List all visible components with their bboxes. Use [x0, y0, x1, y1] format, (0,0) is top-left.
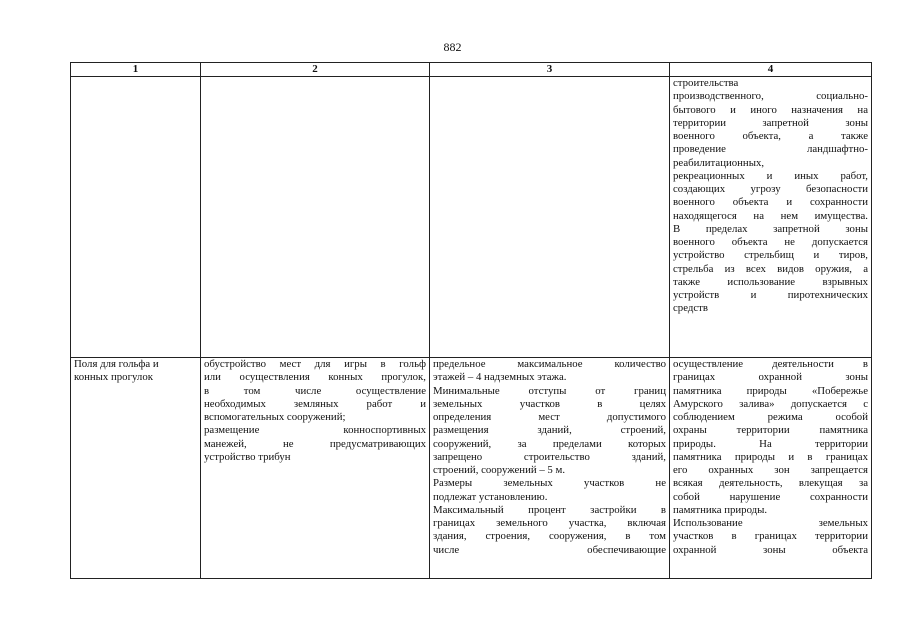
cell-text-line: устройство трибун — [204, 450, 291, 463]
cell-text-line: в том числе осуществление — [204, 384, 426, 397]
header-row — [71, 63, 872, 77]
cell-text-line: памятника природы и в границах — [673, 450, 868, 463]
cell-text-line: военного объекта, а также — [673, 130, 868, 142]
cell-text-line: создающих угрозу безопасности — [673, 183, 868, 195]
cell-text-line: Максимальный процент застройки в — [433, 503, 666, 516]
cell-text-line: средств — [673, 302, 708, 315]
table-row — [71, 77, 872, 358]
cell-text-line: реабилитационных, — [673, 156, 765, 169]
zoning-table — [70, 62, 872, 579]
cell-text-line: Поля для гольфа и — [74, 358, 159, 370]
cell-text-line: военного объекта не допускается — [673, 236, 868, 248]
cell-text-line: собой нарушение сохранности — [673, 490, 868, 503]
cell-use-name — [71, 77, 201, 358]
cell-text-line: земельных участков в целях — [433, 397, 666, 410]
cell-text-line: устройство стрельбищ и тиров, — [673, 249, 868, 262]
header-col-3: 3 — [430, 63, 670, 77]
cell-text-line: манежей, не предусматривающих — [204, 437, 426, 450]
table-row — [71, 358, 872, 579]
cell-text-line: здания, строения, сооружения, в том — [433, 530, 666, 543]
cell-text-line: бытового и иного назначения на — [673, 103, 868, 116]
cell-text-line: соблюдением режима особой — [673, 411, 868, 423]
cell-text-line: охранной зоны объекта — [673, 543, 868, 556]
cell-text-line: Минимальные отступы от границ — [433, 384, 666, 397]
cell-text-line: всякая деятельность, влекущая за — [673, 477, 868, 490]
cell-text-line: конных прогулок — [74, 371, 153, 384]
cell-text-line: рекреационных и иных работ, — [673, 169, 868, 182]
cell-text-line: осуществление деятельности в — [673, 358, 868, 370]
cell-text-line: территории запретной зоны — [673, 116, 868, 129]
cell-use-description — [201, 358, 430, 579]
cell-text-line: проведение ландшафтно- — [673, 143, 868, 156]
cell-text-line: строений, сооружений – 5 м. — [433, 464, 566, 476]
cell-parameters — [430, 77, 670, 358]
cell-parameters — [430, 358, 670, 579]
cell-text-line: числе обеспечивающие — [433, 543, 666, 556]
cell-text-line: обустройство мест для игры в гольф — [204, 358, 426, 370]
cell-use-name — [71, 358, 201, 579]
header-col-2: 2 — [201, 63, 430, 77]
cell-text-line: предельное максимальное количество — [433, 358, 666, 370]
cell-text-line: также использование взрывных — [673, 275, 868, 288]
cell-text-line: подлежат установлению. — [433, 490, 548, 503]
cell-text-line: памятника природы. — [673, 503, 768, 516]
cell-text-line: охраны территории памятника — [673, 424, 868, 437]
cell-text-line: участков в границах территории — [673, 530, 868, 543]
cell-text-line: или осуществления конных прогулок, — [204, 371, 426, 384]
cell-text-line: сооружений, за пределами которых — [433, 437, 666, 450]
cell-text-line: военного объекта и сохранности — [673, 196, 868, 209]
cell-text-line: находящегося на нем имущества. — [673, 209, 868, 222]
cell-text-line: его охранных зон запрещается — [673, 464, 868, 476]
cell-text-line: производственного, социально- — [673, 90, 868, 103]
page-number: 882 — [443, 40, 462, 54]
cell-text-line: стрельба из всех видов оружия, а — [673, 262, 868, 275]
cell-text-line: границах охранной зоны — [673, 371, 868, 384]
cell-text-line: Использование земельных — [673, 517, 868, 529]
cell-restrictions — [670, 77, 872, 358]
cell-text-line: границах земельного участка, включая — [433, 517, 666, 529]
cell-text-line: Амурского залива» допускается с — [673, 397, 868, 410]
cell-text-line: устройств и пиротехнических — [673, 289, 868, 301]
cell-text-line: необходимых земляных работ и — [204, 397, 426, 410]
cell-text-line: памятника природы «Побережье — [673, 384, 868, 397]
cell-text-line: В пределах запретной зоны — [673, 222, 868, 235]
cell-text-line: размещения зданий, строений, — [433, 424, 666, 437]
header-col-4: 4 — [670, 63, 872, 77]
cell-restrictions — [670, 358, 872, 579]
header-col-1: 1 — [71, 63, 201, 77]
cell-text-line: природы. На территории — [673, 437, 868, 450]
cell-text-line: этажей – 4 надземных этажа. — [433, 371, 567, 384]
cell-text-line: вспомогательных сооружений; — [204, 411, 346, 423]
cell-text-line: определения мест допустимого — [433, 411, 666, 423]
cell-text-line: строительства — [673, 77, 739, 89]
cell-text-line: запрещено строительство зданий, — [433, 450, 666, 463]
cell-text-line: Размеры земельных участков не — [433, 477, 666, 490]
cell-text-line: размещение конноспортивных — [204, 424, 426, 437]
cell-use-description — [201, 77, 430, 358]
